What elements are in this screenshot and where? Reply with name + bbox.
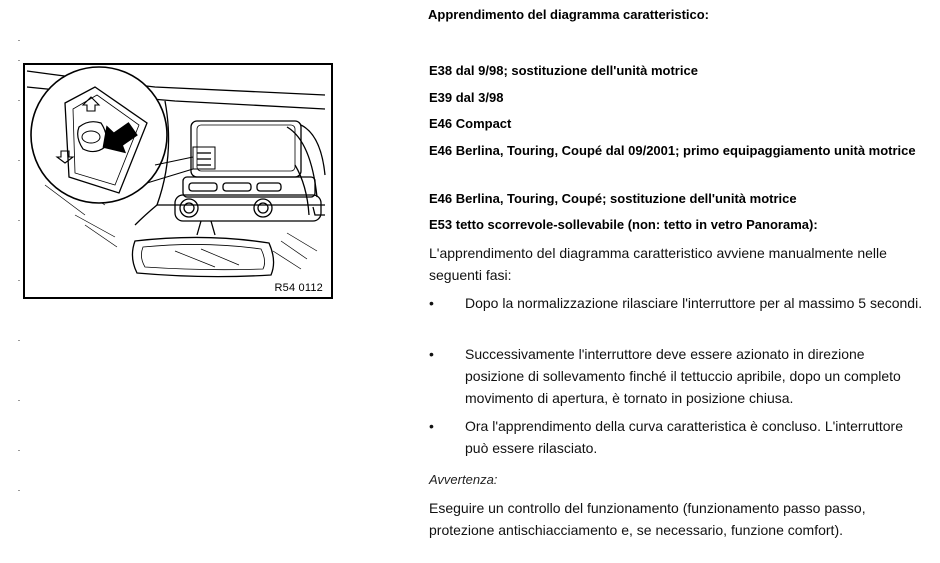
model-line: E38 dal 9/98; sostituzione dell'unità motrice — [429, 63, 698, 78]
intro-paragraph: L'apprendimento del diagramma caratteristico avviene manualmente nelle seguenti fasi: — [429, 245, 887, 283]
bullet-symbol: • — [429, 295, 434, 311]
figure-code: R54 0112 — [274, 282, 323, 294]
step-text: Successivamente l'interruttore deve essere azionato in direzione posizione di sollevamento finché il tettuccio apribile, dopo un completo movimento di apertura, è tornato in posizione chiusa. — [465, 346, 901, 406]
note-label: Avvertenza: — [429, 472, 498, 487]
step-text: Dopo la normalizzazione rilasciare l'interruttore per al massimo 5 secondi. — [465, 295, 923, 311]
section-heading: Apprendimento del diagramma caratteristico: — [428, 7, 710, 22]
roof-switch-drawing — [25, 65, 331, 297]
model-line: E46 Berlina, Touring, Coupé dal 09/2001; primo equipaggiamento unità motrice — [429, 143, 916, 158]
note-paragraph: Eseguire un controllo del funzionamento (funzionamento passo passo, protezione antischiacciamento e, se necessario, funzione comfort). — [429, 500, 866, 538]
model-line: E46 Berlina, Touring, Coupé; sostituzione dell'unità motrice — [429, 191, 797, 206]
model-line: E53 tetto scorrevole-sollevabile (non: tetto in vetro Panorama): — [429, 217, 818, 232]
model-line: E46 Compact — [429, 116, 512, 131]
technical-illustration — [23, 63, 333, 299]
margin-dots — [18, 40, 21, 500]
model-line: E39 dal 3/98 — [429, 90, 504, 105]
step-text: Ora l'apprendimento della curva caratteristica è concluso. L'interruttore può essere rilasciato. — [465, 418, 904, 456]
bullet-symbol: • — [429, 346, 434, 362]
bullet-symbol: • — [429, 418, 434, 434]
